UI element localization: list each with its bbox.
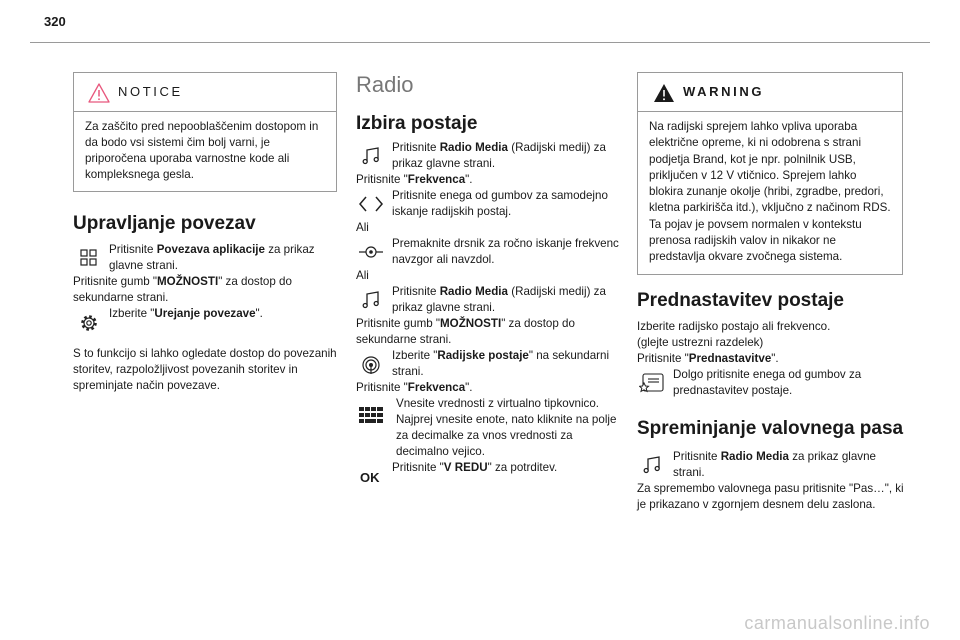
radio-step-1-end: (Radijski medij) za prikaz glavne strani. [392, 141, 606, 170]
radio-step-1-bold: Radio Media [439, 141, 508, 154]
keyboard-icon [358, 404, 384, 428]
connections-step-3-text: Izberite " [109, 307, 155, 320]
connections-step-1-text: Pritisnite [109, 243, 157, 256]
connections-step-1 [73, 242, 341, 274]
radio-step-10-bold: V REDU [443, 461, 488, 474]
radio-step-8 [356, 380, 624, 396]
settings-gear-icon [75, 310, 101, 334]
radio-heading: Izbira postaje [356, 113, 478, 134]
preset-star-icon [639, 371, 665, 395]
music-note-icon [639, 453, 665, 477]
connections-step-3 [73, 306, 341, 336]
radio-step-6-bold: MOŽNOSTI [440, 317, 502, 330]
radio-step-9 [356, 396, 624, 460]
tuning-slider-icon [358, 240, 384, 264]
notice-text: Za zaščito pred nepooblaščenim dostopom in da bodo vsi sistemi čim bolj varni, je priporočena uporaba varnostne kode ali kompleksnega gesla. [85, 120, 319, 181]
radio-step-4-text: Premaknite drsnik za ročno iskanje frekvenc navzgor ali navzdol. [392, 237, 619, 266]
radio-step-5-bold: Radio Media [439, 285, 508, 298]
radio-step-9-text: Vnesite vrednosti z virtualno tipkovnico. Najprej vnesite enote, nato kliknite na polje za decimalke za vnos vrednosti za decimalno vejico. [396, 397, 617, 458]
warning-header [638, 73, 902, 112]
waveband-step-1-bold: Radio Media [720, 449, 789, 463]
preset-line-3 [637, 351, 905, 367]
preset-step-text: Dolgo pritisnite enega od gumbov za prednastavitev postaje. [673, 367, 862, 397]
warning-box [637, 72, 903, 275]
preset-line-2: (glejte ustrezni razdelek) [637, 335, 764, 349]
radio-step-5-text: Pritisnite [392, 285, 440, 298]
music-note-icon [358, 144, 384, 168]
radio-step-8-bold: Frekvenca [407, 381, 466, 394]
connections-step-3-bold: Urejanje povezave [154, 307, 256, 320]
radio-step-2-bold: Frekvenca [407, 173, 466, 186]
radio-step-7 [356, 348, 624, 380]
radio-step-10-text: Pritisnite " [392, 461, 444, 474]
radio-step-10 [356, 460, 624, 490]
header-divider [30, 42, 930, 43]
radio-station-icon [358, 352, 384, 376]
page-number: 320 [44, 14, 66, 29]
warning-triangle-icon [653, 83, 675, 103]
warning-text: Na radijski sprejem lahko vpliva uporaba električne opreme, ki ni odobrena s strani podjetja Brand, kot je npr. polnilnik USB, priključen v 12 V vtičnico. Sprejem lahko blokira zunanje okolje (hribi, zgradbe, predori, kletna parkirišča itd.), vključno z načinom RDS. Ta pojav je povsem normalen v kontekstu prenosa radijskih valov in nikakor ne predstavlja okvare zvočnega sistema. [649, 120, 891, 264]
waveband-line-2: Za spremembo valovnega pasu pritisnite "Pas…", ki je prikazano v zgornjem desnem delu zaslona. [637, 481, 904, 511]
radio-step-2-end: ". [465, 173, 473, 186]
connections-step-3-end: ". [255, 307, 263, 320]
connections-step-2-bold: MOŽNOSTI [157, 275, 219, 288]
notice-triangle-icon [88, 83, 110, 103]
ok-icon: OK [360, 470, 380, 485]
apps-grid-icon [75, 246, 101, 270]
connections-step-1-end: za prikaz glavne strani. [109, 243, 315, 272]
connections-step-1-bold: Povezava aplikacije [156, 243, 265, 256]
preset-line-1: Izberite radijsko postajo ali frekvenco. [637, 319, 831, 333]
radio-step-8-text: Pritisnite " [356, 381, 408, 394]
notice-box [73, 72, 337, 192]
seek-arrows-icon [358, 192, 384, 216]
radio-step-1-text: Pritisnite [392, 141, 440, 154]
radio-step-3 [356, 188, 624, 220]
left-column [73, 72, 341, 394]
warning-title: WARNING [683, 84, 765, 99]
waveband-heading: Spreminjanje valovnega pasa [637, 417, 904, 439]
notice-title: NOTICE [118, 84, 183, 99]
radio-step-5 [356, 284, 624, 316]
radio-step-8-end: ". [465, 381, 473, 394]
radio-step-6-end: " za dostop do sekundarne strani. [356, 317, 575, 346]
connections-step-2-end: " za dostop do sekundarne strani. [73, 275, 292, 304]
notice-header [74, 73, 336, 112]
connections-step-2 [73, 274, 341, 306]
radio-step-3-text: Pritisnite enega od gumbov za samodejno iskanje radijskih postaj. [392, 189, 608, 218]
connections-heading: Upravljanje povezav [73, 213, 256, 234]
radio-or-1: Ali [356, 221, 369, 234]
radio-step-2 [356, 172, 624, 188]
radio-step-10-end: " za potrditev. [487, 461, 558, 474]
radio-step-4 [356, 236, 624, 268]
radio-step-7-text: Izberite " [392, 349, 438, 362]
radio-section-title: Radio [356, 72, 414, 97]
radio-step-6-text: Pritisnite gumb " [356, 317, 441, 330]
right-column [637, 72, 905, 513]
preset-step [637, 367, 905, 399]
middle-column [356, 72, 624, 490]
radio-or-2: Ali [356, 269, 369, 282]
preset-heading: Prednastavitev postaje [637, 289, 844, 311]
waveband-step-1-end: za prikaz glavne strani. [673, 449, 876, 479]
preset-line-3-bold: Prednastavitve [688, 351, 772, 365]
radio-step-7-end: " na sekundarni strani. [392, 349, 610, 378]
preset-line-3-end: ". [771, 351, 779, 365]
radio-step-7-bold: Radijske postaje [437, 349, 529, 362]
preset-line-3-text: Pritisnite " [637, 351, 689, 365]
radio-step-1 [356, 140, 624, 172]
connections-note: S to funkcijo si lahko ogledate dostop do povezanih storitev, razpoložljivost povezanih storitev in spreminjate način povezave. [73, 347, 337, 392]
radio-step-6 [356, 316, 624, 348]
music-note-icon [358, 288, 384, 312]
radio-step-5-end: (Radijski medij) za prikaz glavne strani. [392, 285, 606, 314]
waveband-step-1 [637, 449, 905, 481]
connections-step-2-text: Pritisnite gumb " [73, 275, 158, 288]
watermark: carmanualsonline.info [744, 613, 930, 633]
radio-step-2-text: Pritisnite " [356, 173, 408, 186]
waveband-step-1-text: Pritisnite [673, 449, 721, 463]
